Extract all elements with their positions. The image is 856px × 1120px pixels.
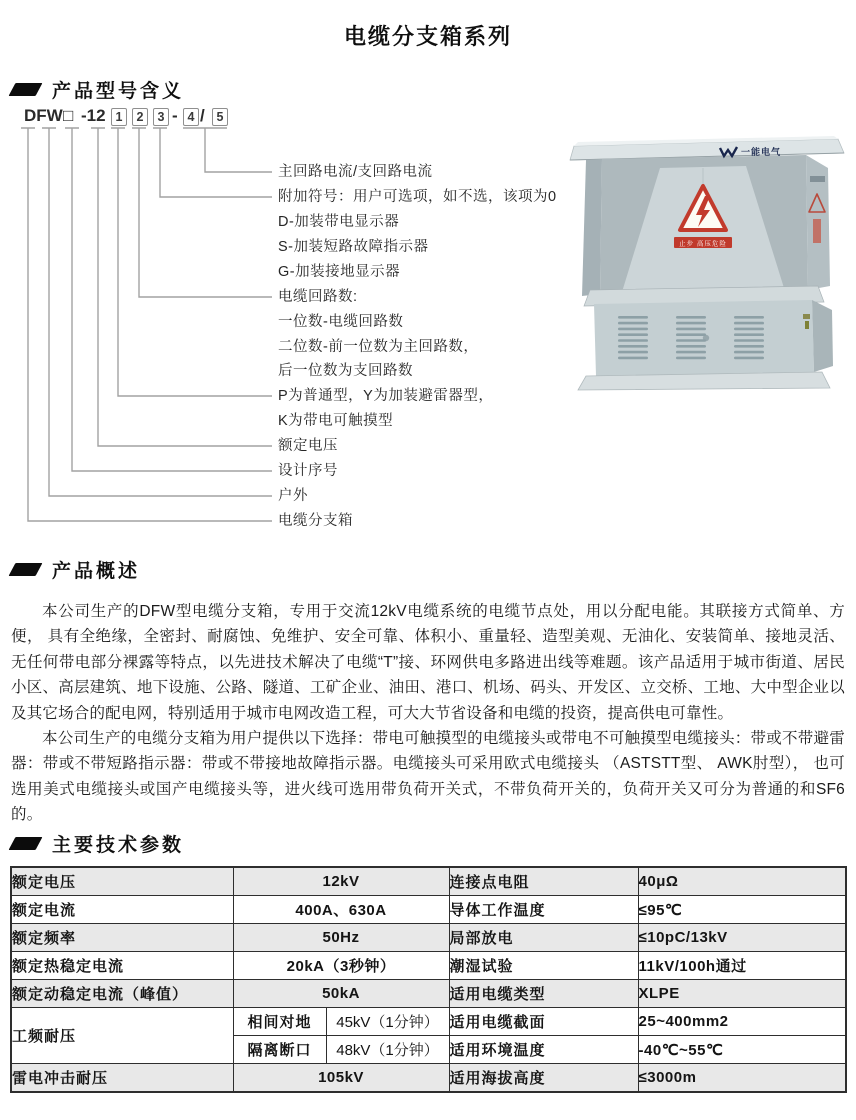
spec-label-cell: 适用电缆类型 — [449, 980, 638, 1008]
diagram-label: 二位数-前一位数为主回路数， — [278, 339, 479, 355]
spec-value-cell: ≤95℃ — [638, 896, 846, 924]
product-overview — [11, 599, 845, 828]
spec-label-cell: 适用海拔高度 — [449, 1064, 638, 1093]
diagram-label: D-加装带电显示器 — [278, 214, 400, 230]
spec-label-cell: 额定热稳定电流 — [11, 952, 233, 980]
spec-value-cell: ≤3000m — [638, 1064, 846, 1093]
diagram-label: 主回路电流/支回路电流 — [278, 164, 433, 180]
overview-paragraph-1: 本公司生产的DFW型电缆分支箱，专用于交流12kV电缆系统的电缆节点处，用以分配电能。其联接方式简单、方便， 具有全绝缘，全密封、耐腐蚀、免维护、安全可靠、体积小、重量轻、造型美观、无油化、安装简单、接地灵活、无任何带电部分裸露等特点，以先进技术解决了电缆“T”接、环网供电多路进出线等难题。该产品适用于城市街道、居民小区、高层建筑、地下设施、公路、隧道、工矿企业、油田、港口、机场、码头、开发区、立交桥、工地、大中型企业以及其它场合的配电网，特别适用于城市电网改造工程，可大大节省设备和电缆的投资，提高供电可靠性。 — [11, 603, 845, 722]
spec-label-cell: 潮湿试验 — [449, 952, 638, 980]
diagram-label: 设计序号 — [278, 463, 338, 479]
section-marker-icon — [9, 83, 43, 96]
section-heading-model: 产品型号含义 — [52, 81, 185, 102]
spec-subvalue-cell: 45kV（1分钟） — [326, 1008, 449, 1036]
model-code-slash: / — [200, 106, 205, 125]
diagram-label: K为带电可触摸型 — [278, 413, 394, 429]
diagram-label: 户外 — [278, 488, 308, 504]
model-code-prefix: DFW — [24, 106, 63, 125]
spec-sublabel-cell: 隔离断口 — [233, 1036, 326, 1064]
model-code-box-5: 5 — [212, 108, 228, 126]
model-code-dash: - — [172, 106, 178, 125]
table-row — [11, 1064, 846, 1093]
table-row — [11, 1008, 846, 1036]
cabinet-lower-body — [594, 300, 833, 376]
spec-label-cell: 连接点电阻 — [449, 867, 638, 896]
side-nameplate — [810, 176, 825, 182]
spec-value-cell: 12kV — [233, 867, 449, 896]
spec-value-cell: 50Hz — [233, 924, 449, 952]
warning-label-text: 止步 高压危险 — [679, 240, 727, 248]
section-marker-icon — [9, 563, 43, 576]
spec-value-cell: 400A、630A — [233, 896, 449, 924]
diagram-label: 附加符号：用户可选项，如不选，该项为0 — [278, 189, 557, 205]
product-photo — [560, 126, 852, 392]
spec-value-cell: 50kA — [233, 980, 449, 1008]
spec-label-cell: 雷电冲击耐压 — [11, 1064, 233, 1093]
spec-subvalue-cell: 48kV（1分钟） — [326, 1036, 449, 1064]
spec-label-cell: 额定电流 — [11, 896, 233, 924]
spec-label-cell: 适用环境温度 — [449, 1036, 638, 1064]
diagram-label: 电缆回路数: — [278, 289, 358, 305]
page-title: 电缆分支箱系列 — [343, 24, 512, 49]
spec-value-cell: 11kV/100h通过 — [638, 952, 846, 980]
spec-label-cell: 额定频率 — [11, 924, 233, 952]
spec-label-cell: 导体工作温度 — [449, 896, 638, 924]
spec-value-cell: XLPE — [638, 980, 846, 1008]
diagram-label: 额定电压 — [278, 438, 338, 454]
spec-label-cell: 适用电缆截面 — [449, 1008, 638, 1036]
logo-text: 一能电气 — [741, 147, 782, 157]
section-marker-icon — [9, 837, 43, 850]
diagram-label: 电缆分支箱 — [278, 513, 353, 529]
diagram-label: 后一位数为支回路数 — [278, 363, 413, 379]
diagram-label: P为普通型，Y为加装避雷器型， — [278, 388, 494, 404]
model-code-box-4: 4 — [183, 108, 199, 126]
spec-value-cell: 20kA（3秒钟） — [233, 952, 449, 980]
model-code-box-1: 1 — [111, 108, 127, 126]
spec-sublabel-cell: 相间对地 — [233, 1008, 326, 1036]
table-row — [11, 867, 846, 896]
overview-paragraph-2: 本公司生产的电缆分支箱为用户提供以下选择：带电可触摸型的电缆接头或带电不可触摸型电缆接头：带或不带避雷器：带或不带短路指示器：带或不带接地故障指示器。电缆接头可采用欧式电缆接头 （ASTSTT型、 AWK肘型）， 也可选用美式电缆接头或国产电缆接头等，进火线可选用带负荷开关式，不带负荷开关的，负荷开关又可分为普通的和SF6的。 — [11, 730, 845, 824]
spec-value-cell: 105kV — [233, 1064, 449, 1093]
diagram-label: S-加装短路故障指示器 — [278, 239, 429, 255]
model-code-blank: □ — [63, 106, 74, 125]
table-row — [11, 980, 846, 1008]
section-heading-overview: 产品概述 — [52, 561, 141, 582]
spec-value-cell: -40℃~55℃ — [638, 1036, 846, 1064]
table-row — [11, 896, 846, 924]
section-header-model — [12, 76, 184, 103]
spec-table — [10, 866, 847, 1093]
spec-label-cell: 工频耐压 — [11, 1008, 233, 1064]
model-code-diagram — [0, 100, 560, 550]
model-code-box-3: 3 — [153, 108, 169, 126]
diagram-label: G-加装接地显示器 — [278, 264, 401, 280]
spec-label-cell: 额定电压 — [11, 867, 233, 896]
diagram-label: 一位数-电缆回路数 — [278, 314, 404, 330]
model-code-voltage: -12 — [81, 106, 106, 125]
section-header-overview — [12, 556, 140, 583]
spec-value-cell: ≤10pC/13kV — [638, 924, 846, 952]
spec-label-cell: 局部放电 — [449, 924, 638, 952]
spec-label-cell: 额定动稳定电流（峰值） — [11, 980, 233, 1008]
spec-value-cell: 40μΩ — [638, 867, 846, 896]
table-row — [11, 952, 846, 980]
table-row — [11, 924, 846, 952]
model-code-box-2: 2 — [132, 108, 148, 126]
section-header-params — [12, 830, 184, 857]
section-heading-params: 主要技术参数 — [52, 835, 185, 856]
spec-value-cell: 25~400mm2 — [638, 1008, 846, 1036]
